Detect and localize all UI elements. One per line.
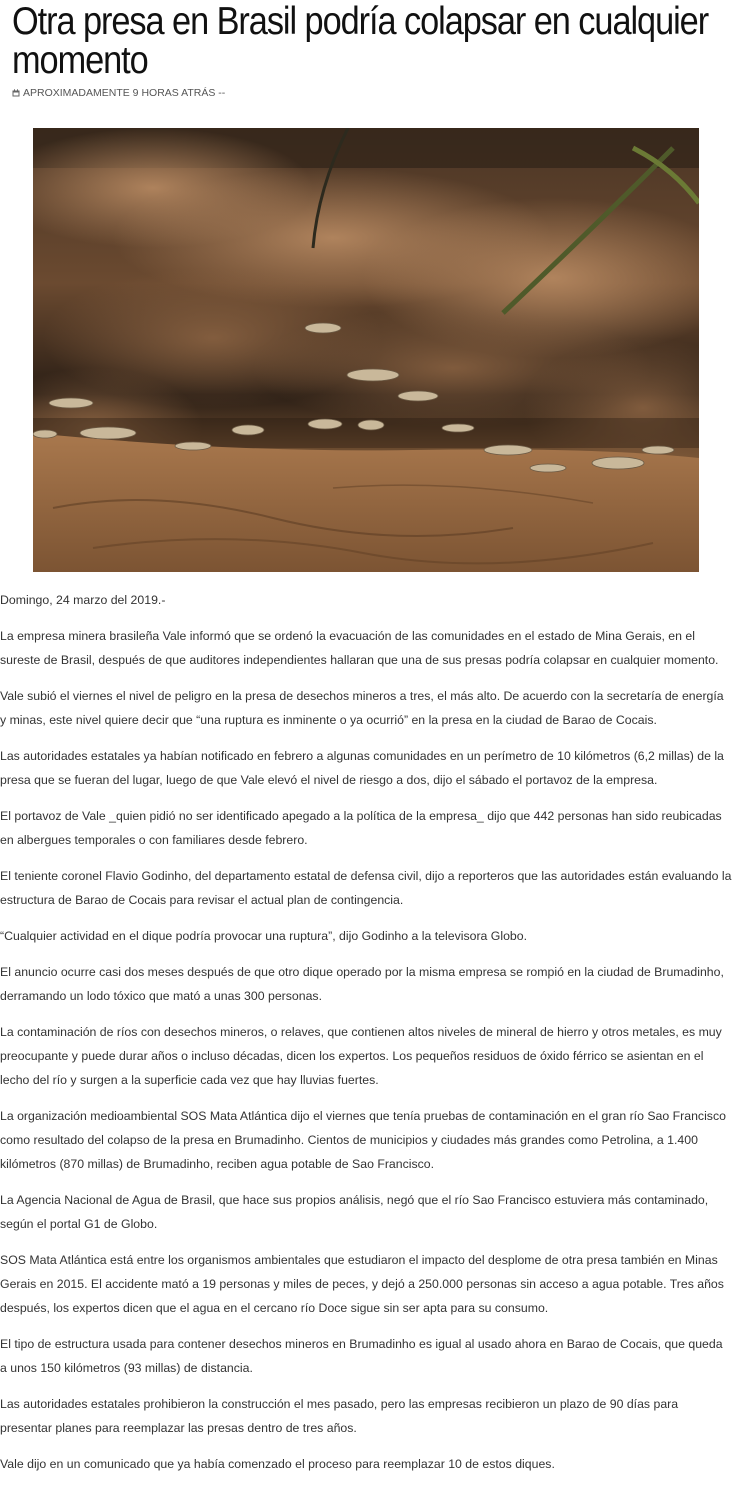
article-paragraph: Vale dijo en un comunicado que ya había comenzado el proceso para reemplazar 10 de estos diques. [0,1457,555,1471]
article-paragraph: El anuncio ocurre casi dos meses después de que otro dique operado por la misma empresa se rompió en la ciudad de Brumadinho, derramando un lodo tóxico que mató a unas 300 personas. [0,965,724,1003]
article-paragraph: El portavoz de Vale _quien pidió no ser identificado apegado a la política de la empresa_ dijo que 442 personas han sido reubicadas en albergues temporales o con familiares desde febrero. [0,809,722,847]
article-paragraph: Las autoridades estatales prohibieron la construcción el mes pasado, pero las empresas recibieron un plazo de 90 días para presentar planes para reemplazar las presas dentro de tres años. [0,1397,679,1435]
article-paragraph: El teniente coronel Flavio Godinho, del departamento estatal de defensa civil, dijo a reporteros que las autoridades están evaluando la estructura de Barao de Cocais para revisar el actual plan de contingencia. [0,869,732,907]
article-hero-image [33,128,699,572]
article-paragraph: La empresa minera brasileña Vale informó que se ordenó la evacuación de las comunidades en el estado de Mina Gerais, en el sureste de Brasil, después de que auditores independientes hallaran que una de sus presas podría colapsar en cualquier momento. [0,629,719,667]
article-date: Domingo, 24 marzo del 2019.- [0,593,166,607]
article-paragraph: Vale subió el viernes el nivel de peligro en la presa de desechos mineros a tres, el más alto. De acuerdo con la secretaría de energía y minas, este nivel quiere decir que “una ruptura es inminente o ya ocurrió” en la presa en la ciudad de Barao de Cocais. [0,689,724,727]
article-meta [12,86,744,100]
article-timestamp: APROXIMADAMENTE 9 HORAS ATRÁS -- [23,87,226,99]
article-paragraph: “Cualquier actividad en el dique podría provocar una ruptura”, dijo Godinho a la televisora Globo. [0,929,528,943]
article-paragraph: SOS Mata Atlántica está entre los organismos ambientales que estudiaron el impacto del desplome de otra presa también en Minas Gerais en 2015. El accidente mató a 19 personas y miles de peces, y dejó a 250.000 personas sin acceso a agua potable. Tres años después, los expertos dicen que el agua en el cercano río Doce sigue sin ser apta para su consumo. [0,1253,724,1315]
article-paragraph: La contaminación de ríos con desechos mineros, o relaves, que contienen altos niveles de mineral de hierro y otros metales, es muy preocupante y puede durar años o incluso décadas, dicen los expertos. Los pequeños residuos de óxido férrico se asientan en el lecho del río y surgen a la superficie cada vez que hay lluvias fuertes. [0,1025,722,1087]
article [12,0,744,100]
article-paragraph: La organización medioambiental SOS Mata Atlántica dijo el viernes que tenía pruebas de contaminación en el gran río Sao Francisco como resultado del colapso de la presa en Brumadinho. Cientos de municipios y ciudades más grandes como Petrolina, a 1.400 kilómetros (870 millas) de Brumadinho, reciben agua potable de Sao Francisco. [0,1109,726,1171]
underwater-mud-photo [33,128,699,572]
article-paragraph: El tipo de estructura usada para contener desechos mineros en Brumadinho es igual al usado ahora en Barao de Cocais, que queda a unos 150 kilómetros (93 millas) de distancia. [0,1337,723,1375]
article-body [0,588,732,1488]
calendar-icon [12,89,20,97]
article-paragraph: Las autoridades estatales ya habían notificado en febrero a algunas comunidades en un perímetro de 10 kilómetros (6,2 millas) de la presa que se fueran del lugar, luego de que Vale elevó el nivel de riesgo a dos, dijo el sábado el portavoz de la empresa. [0,749,724,787]
article-title: Otra presa en Brasil podría colapsar en cualquier momento [12,0,709,82]
article-paragraph: La Agencia Nacional de Agua de Brasil, que hace sus propios análisis, negó que el río Sao Francisco estuviera más contaminado, según el portal G1 de Globo. [0,1193,709,1231]
